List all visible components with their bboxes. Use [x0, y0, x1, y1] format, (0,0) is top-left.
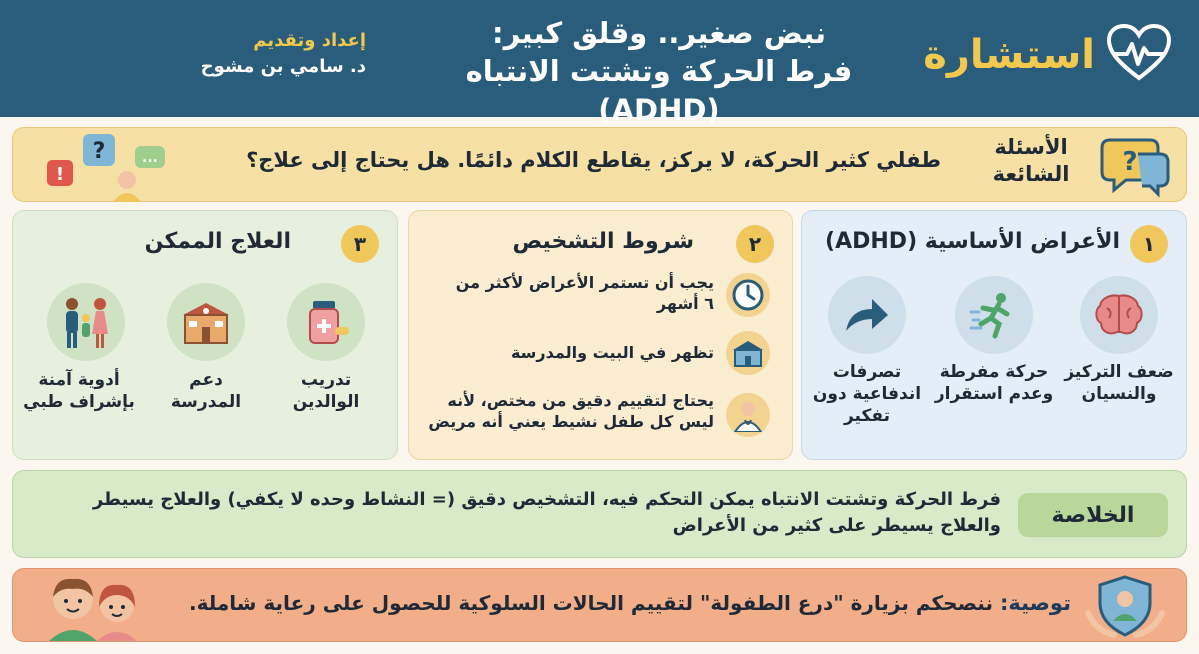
medicine-icon [287, 283, 365, 361]
svg-text:?: ? [1122, 147, 1138, 177]
diagnosis-row-2: تظهر في البيت والمدرسة [510, 343, 714, 362]
heart-pulse-icon [1107, 24, 1171, 86]
title-line-1: نبض صغير.. وقلق كبير: [491, 16, 827, 50]
brain-icon [1080, 276, 1158, 354]
family-icon [47, 283, 125, 361]
conclusion-text: فرط الحركة وتشتت الانتباه يمكن التحكم فيه، التشخيص دقيق (= النشاط وحده لا يكفي) والعلاج يسيطر والعلاج يسيطر على كثير من الأعراض [92, 489, 1001, 537]
clock-icon [726, 273, 770, 317]
recommendation-text [189, 591, 1071, 615]
title-line-2: فرط الحركة وتشتت الانتباه (ADHD) [465, 54, 853, 127]
diagnosis-row-1: يجب أن تستمر الأعراض لأكثر من ٦ أشهر [455, 273, 714, 313]
treatment-number: ٣ [341, 225, 379, 263]
symptom-2-label: حركة مفرطة وعدم استقرار [934, 362, 1054, 405]
author-block [136, 28, 366, 80]
recommendation-bar [12, 568, 1187, 642]
symptom-3-label: تصرفات اندفاعية دون تفكير [812, 362, 922, 427]
people-question-icon [43, 132, 173, 206]
symptoms-card [801, 210, 1187, 460]
faq-bar [12, 127, 1187, 202]
symptoms-title: الأعراض الأساسية (ADHD) [825, 229, 1120, 254]
author-name: د. سامي بن مشوح [200, 56, 366, 78]
svg-text:?: ? [92, 139, 106, 164]
treatment-2-label: دعم المدرسة [170, 370, 242, 413]
brand-title: استشارة [923, 32, 1095, 78]
symptoms-number: ١ [1130, 225, 1168, 263]
faq-question: طفلي كثير الحركة، لا يركز، يقاطع الكلام دائمًا. هل يحتاج إلى علاج؟ [246, 148, 941, 172]
doctor-icon [726, 393, 770, 437]
diagnosis-card [408, 210, 793, 460]
symptom-1-label: ضعف التركيز والنسيان [1064, 362, 1174, 405]
recommendation-body: ننصحكم بزيارة "درع الطفولة" لتقييم الحالات السلوكية للحصول على رعاية شاملة. [189, 591, 993, 615]
diagnosis-title: شروط التشخيص [512, 229, 694, 254]
recommendation-keyword: توصية: [999, 591, 1071, 615]
shield-child-icon [1082, 573, 1168, 643]
conclusion-label: الخلاصة [1018, 493, 1168, 537]
brand [923, 24, 1171, 86]
diagnosis-row-3: يحتاج لتقييم دقيق من مختص، لأنه ليس كل طفل نشيط يعني أنه مريض [428, 391, 714, 431]
diagnosis-number: ٢ [736, 225, 774, 263]
svg-text:...: ... [142, 150, 158, 166]
svg-text:!: ! [55, 164, 65, 185]
children-icon [39, 571, 149, 645]
treatment-3-label: أدوية آمنة بإشراف طبي [23, 370, 135, 413]
running-person-icon [955, 276, 1033, 354]
school-icon [726, 331, 770, 375]
treatment-title: العلاج الممكن [144, 229, 291, 254]
page-title [449, 14, 869, 129]
question-bubble-icon [1100, 134, 1170, 202]
faq-label: الأسئلة الشائعة [992, 135, 1070, 187]
conclusion-bar [12, 470, 1187, 558]
arrow-icon [828, 276, 906, 354]
treatment-1-label: تدريب الوالدين [292, 370, 360, 413]
treatment-card [12, 210, 398, 460]
school-building-icon [167, 283, 245, 361]
author-label: إعداد وتقديم [253, 30, 366, 51]
